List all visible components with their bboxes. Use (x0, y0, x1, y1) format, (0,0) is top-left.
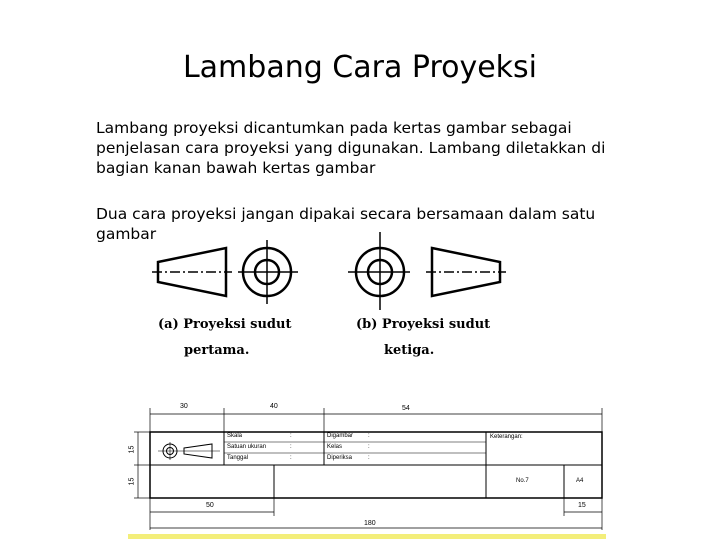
sep-skala: : (290, 433, 292, 439)
label-keterangan: Keterangan: (490, 434, 523, 440)
label-skala: Skala (227, 433, 243, 439)
sep-kelas: : (368, 444, 370, 450)
dim-top-30: 30 (180, 403, 188, 410)
sep-satuan: : (290, 444, 292, 450)
first-angle-symbol (152, 240, 298, 304)
sep-diperiksa: : (368, 455, 370, 461)
dim-left-15-bottom: 15 (128, 477, 136, 486)
label-kelas: Kelas (327, 444, 343, 450)
first-angle-caption: (a) Proyeksi sudut pertama. (158, 317, 292, 358)
label-tanggal: Tanggal (227, 455, 249, 461)
label-diperiksa: Diperiksa (327, 455, 353, 461)
dim-top-54: 54 (402, 405, 410, 412)
dim-right-15: 15 (578, 502, 586, 509)
paragraph-projection-warning: Dua cara proyeksi jangan dipakai secara bersamaan dalam satu gambar (96, 205, 596, 243)
dim-top-40: 40 (270, 403, 278, 410)
sep-tanggal: : (290, 455, 292, 461)
third-angle-symbol (348, 232, 506, 310)
label-satuan-ukuran: Satuan ukuran (227, 444, 267, 450)
label-no: No.7 (516, 478, 529, 484)
title-block-figure (128, 398, 608, 534)
paragraph-projection-symbol: Lambang proyeksi dicantumkan pada kertas gambar sebagai penjelasan cara proyeksi yang digunakan. Lambang diletakkan di bagian kanan bawah kertas gambar (96, 119, 606, 177)
projection-symbols-figure (148, 228, 516, 368)
sep-digambar: : (368, 433, 370, 439)
slide-title: Lambang Cara Proyeksi (182, 50, 538, 85)
dim-bottom-50: 50 (206, 502, 214, 509)
third-angle-caption: (b) Proyeksi sudut ketiga. (356, 317, 491, 358)
dim-bottom-180: 180 (364, 520, 376, 527)
label-digambar: Digambar (327, 433, 354, 439)
highlight-bar (128, 534, 606, 539)
label-paper-size: A4 (576, 478, 584, 484)
dim-left-15-top: 15 (128, 445, 136, 454)
